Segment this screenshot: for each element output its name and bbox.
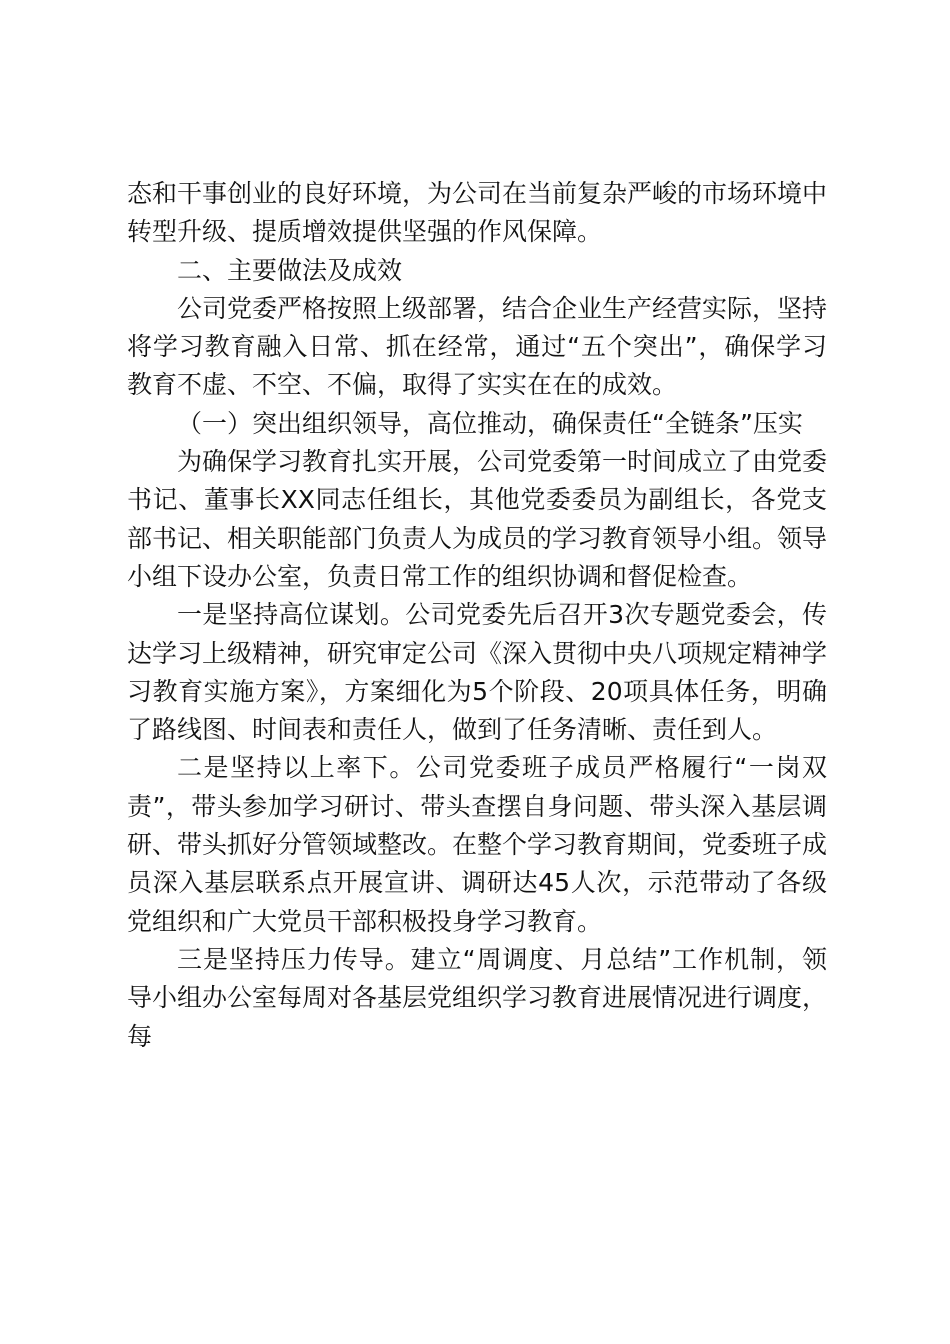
paragraph-leadership: 为确保学习教育扎实开展，公司党委第一时间成立了由党委书记、董事长XX同志任组长，其他党委委员为副组长，各党支部书记、相关职能部门负责人为成员的学习教育领导小组。领导小组下设办公室，负责日常工作的组织协调和督促检查。 bbox=[127, 447, 828, 591]
paragraph-point-one: 一是坚持高位谋划。公司党委先后召开3次专题党委会，传达学习上级精神，研究审定公司《深入贯彻中央八项规定精神学习教育实施方案》，方案细化为5个阶段、20项具体任务，明确了路线图、时间表和责任人，做到了任务清晰、责任到人。 bbox=[127, 600, 828, 745]
paragraph-point-three: 三是坚持压力传导。建立“周调度、月总结”工作机制，领导小组办公室每周对各基层党组织学习教育进展情况进行调度，每 bbox=[127, 944, 828, 1051]
paragraph-point-two: 二是坚持以上率下。公司党委班子成员严格履行“一岗双责”，带头参加学习研讨、带头查摆自身问题、带头深入基层调研、带头抓好分管领域整改。在整个学习教育期间，党委班子成员深入基层联系点开展宣讲、调研达45人次，示范带动了各级党组织和广大党员干部积极投身学习教育。 bbox=[127, 753, 828, 936]
paragraph-continuation: 态和干事创业的良好环境，为公司在当前复杂严峻的市场环境中转型升级、提质增效提供坚强的作风保障。 bbox=[127, 179, 828, 247]
document-body bbox=[127, 175, 827, 1056]
section-heading: 二、主要做法及成效 bbox=[177, 255, 403, 285]
paragraph-intro: 公司党委严格按照上级部署，结合企业生产经营实际，坚持将学习教育融入日常、抓在经常，通过“五个突出”，确保学习教育不虚、不空、不偏，取得了实实在在的成效。 bbox=[127, 293, 828, 400]
subsection-heading: （一）突出组织领导，高位推动，确保责任“全链条”压实 bbox=[177, 408, 803, 438]
